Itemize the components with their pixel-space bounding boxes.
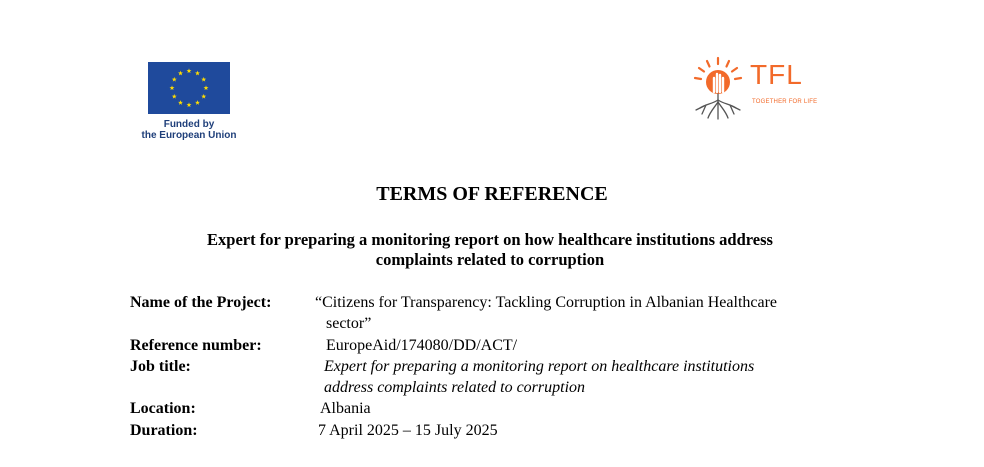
project-name-value-line1: “Citizens for Transparency: Tackling Corruption in Albanian Healthcare xyxy=(315,294,778,311)
tfl-hand-roots-icon xyxy=(690,56,746,120)
location-label: Location: xyxy=(130,400,196,417)
eu-star-icon xyxy=(204,85,209,90)
job-title-value-line2: address complaints related to corruption xyxy=(324,379,586,396)
eu-funding-caption xyxy=(130,119,248,141)
job-title-value-line1: Expert for preparing a monitoring report on healthcare institutions xyxy=(324,358,755,375)
eu-caption-line1: Funded by xyxy=(163,119,215,130)
subtitle-line1: Expert for preparing a monitoring report on how healthcare institutions address xyxy=(207,230,773,249)
eu-caption-line2: the European Union xyxy=(141,130,237,141)
location-value: Albania xyxy=(320,400,371,417)
eu-star-icon xyxy=(178,100,183,105)
eu-star-icon xyxy=(195,71,200,76)
eu-star-icon xyxy=(172,94,177,99)
eu-star-icon xyxy=(172,77,177,82)
eu-star-icon xyxy=(195,100,200,105)
reference-number-label: Reference number: xyxy=(130,337,262,354)
document-title: TERMS OF REFERENCE xyxy=(376,183,608,205)
eu-star-icon xyxy=(201,77,206,82)
eu-flag-logo xyxy=(148,62,230,114)
eu-star-icon xyxy=(201,94,206,99)
project-name-value-line2: sector” xyxy=(326,315,372,332)
project-name-label: Name of the Project: xyxy=(130,294,272,311)
job-title-label: Job title: xyxy=(130,358,191,375)
eu-star-icon xyxy=(178,71,183,76)
duration-value: 7 April 2025 – 15 July 2025 xyxy=(318,422,498,439)
tfl-logo-text: TFL xyxy=(750,59,803,90)
reference-number-value: EuropeAid/174080/DD/ACT/ xyxy=(326,337,518,354)
duration-label: Duration: xyxy=(130,422,198,439)
eu-star-icon xyxy=(187,68,192,73)
document-subtitle xyxy=(140,230,840,270)
tfl-logo-tagline: TOGETHER FOR LIFE xyxy=(752,99,818,105)
subtitle-line2: complaints related to corruption xyxy=(375,250,605,269)
eu-star-icon xyxy=(170,85,175,90)
eu-star-icon xyxy=(187,102,192,107)
